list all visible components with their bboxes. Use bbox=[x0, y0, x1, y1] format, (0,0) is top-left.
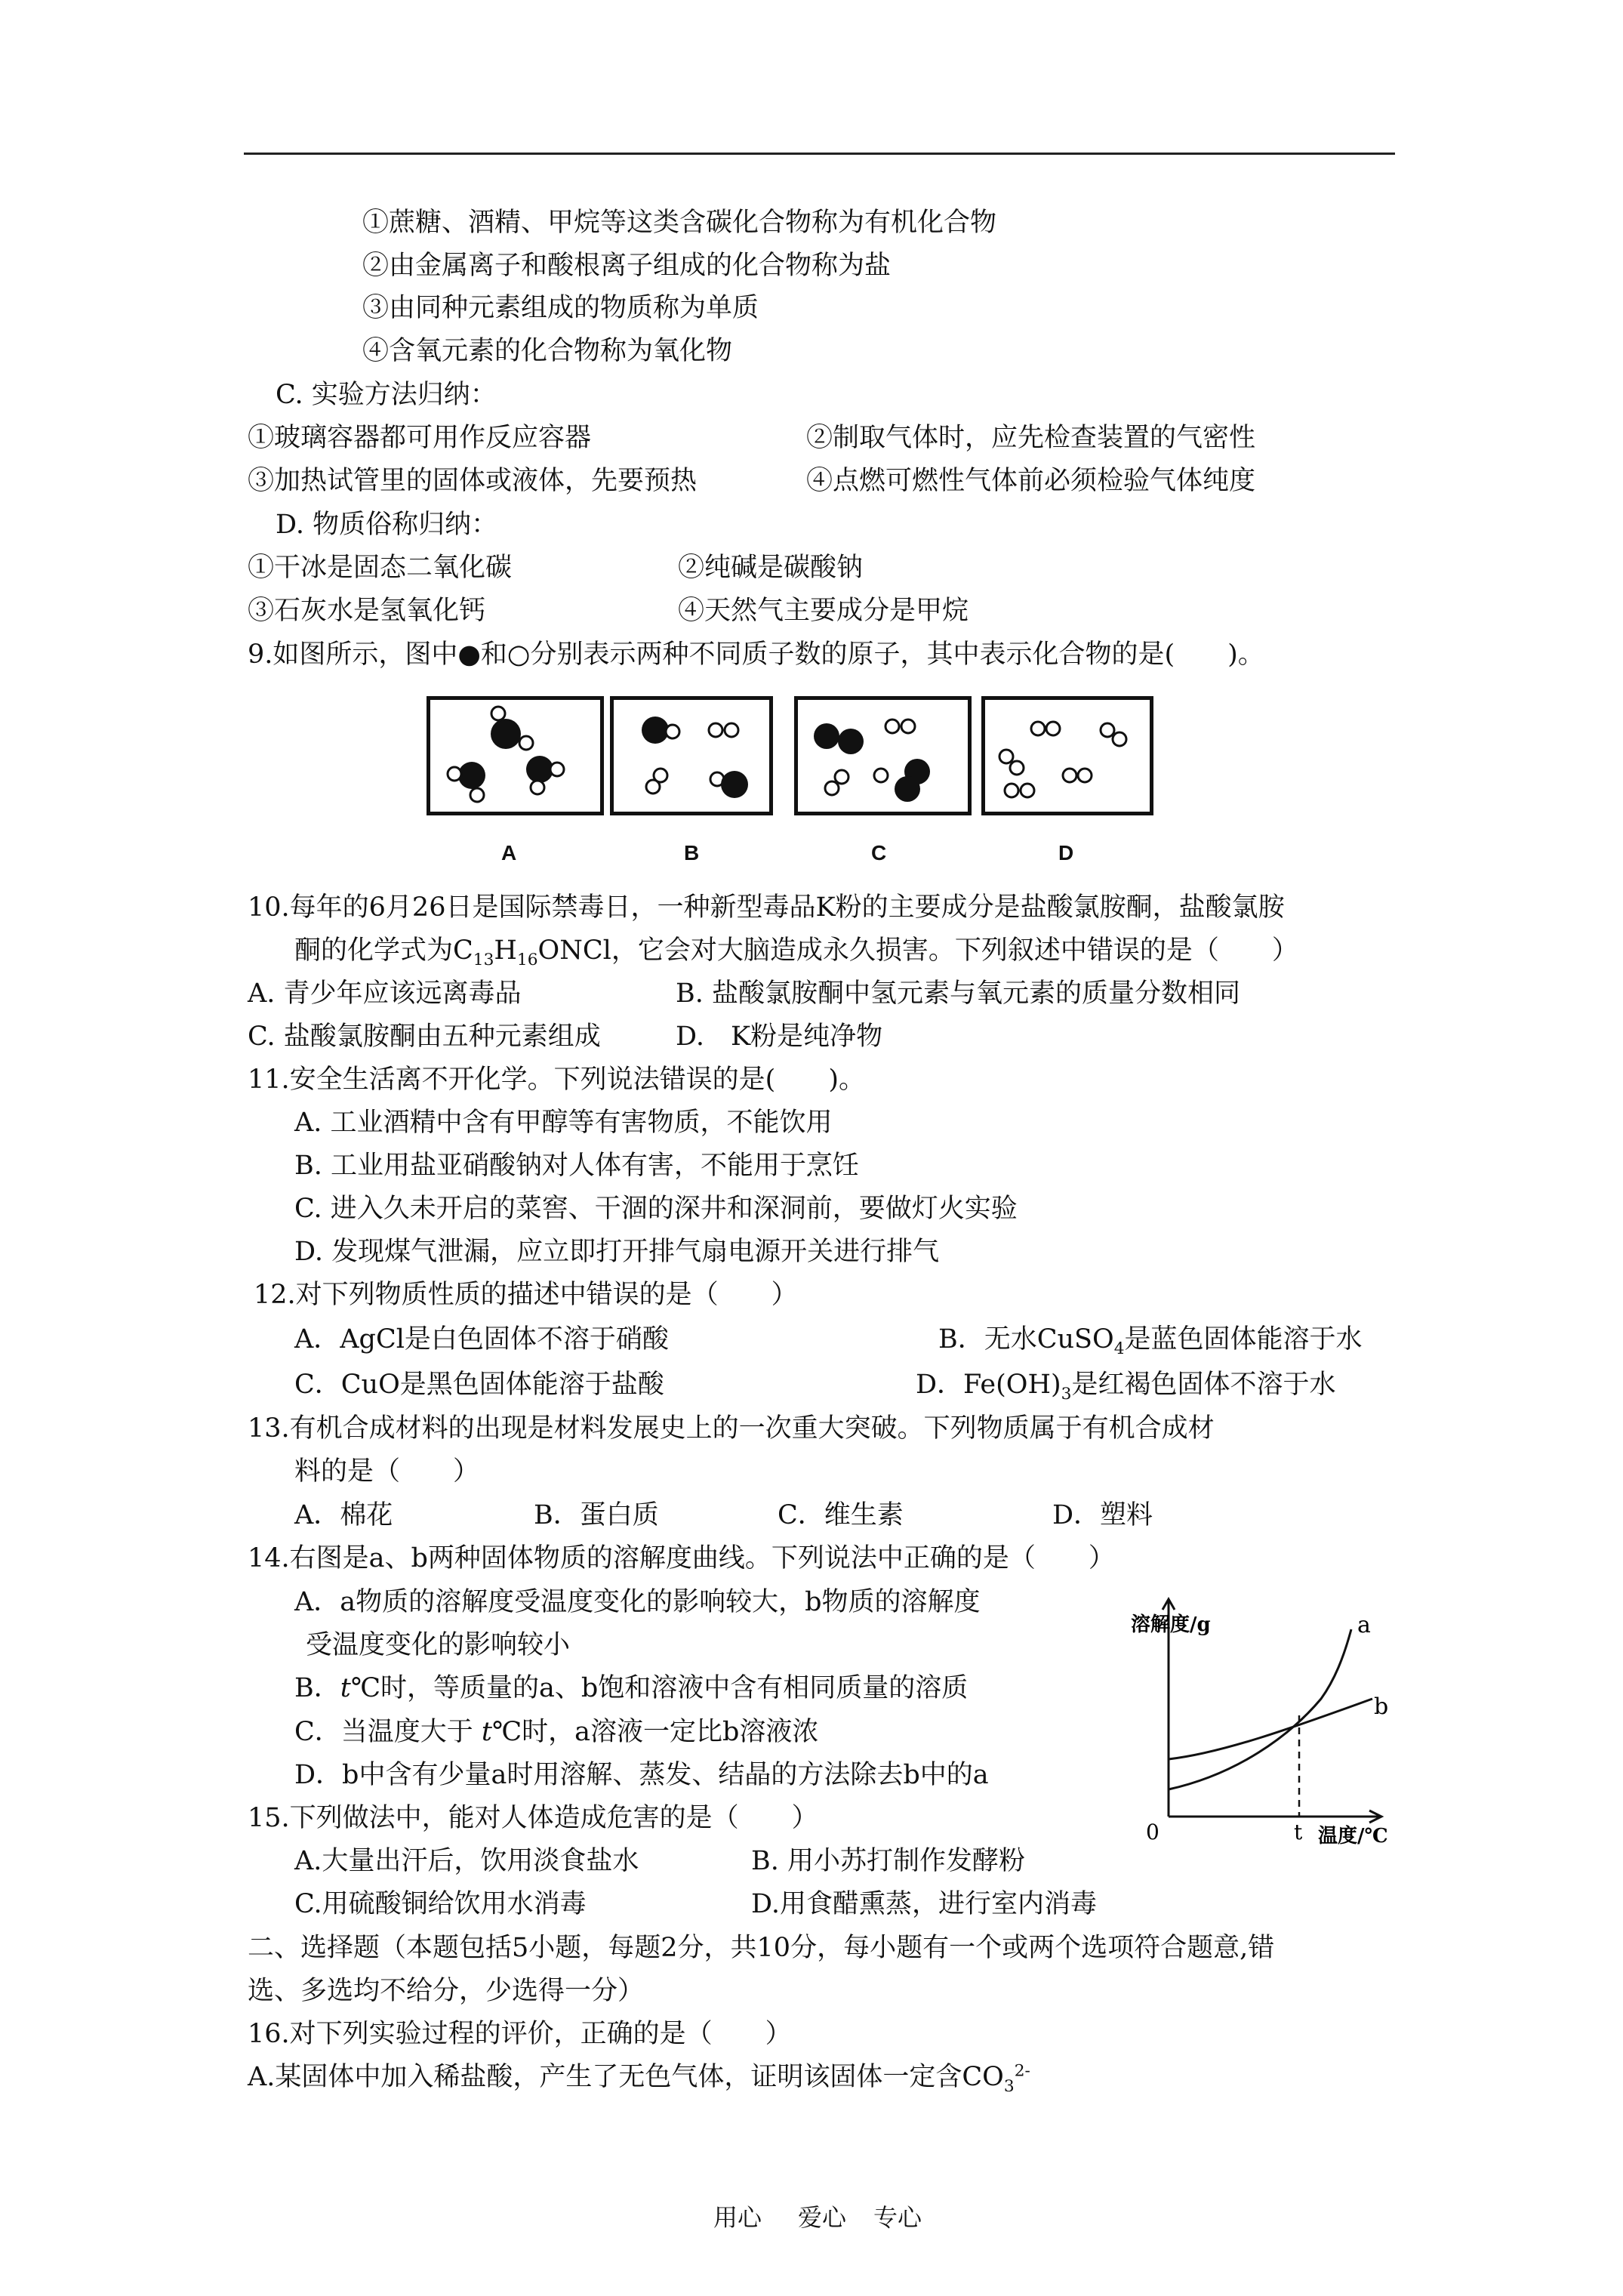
question-9: 9.如图所示，图中●和○分别表示两种不同质子数的原子，其中表示化合物的是( )。 bbox=[248, 639, 1264, 670]
x-axis-label: 温度/℃ bbox=[1318, 1825, 1388, 1848]
text-line: ②纯碱是碳酸钠 bbox=[678, 553, 864, 583]
section-heading: D. 物质俗称归纳： bbox=[276, 510, 498, 540]
option: A．棉花 bbox=[294, 1500, 393, 1530]
superscript: 2- bbox=[1014, 2061, 1030, 2081]
y-axis-label: 溶解度/g bbox=[1131, 1613, 1211, 1636]
option: A. 工业酒精中含有甲醇等有害物质，不能饮用 bbox=[294, 1108, 833, 1138]
variable-t: t bbox=[481, 1717, 492, 1747]
molecule-diagram-d bbox=[985, 700, 1150, 812]
option: D．塑料 bbox=[1052, 1500, 1153, 1530]
text-line: ②制取气体时，应先检查装置的气密性 bbox=[806, 423, 1256, 453]
molecule-diagram-a bbox=[430, 700, 600, 812]
series-label-a: a bbox=[1357, 1612, 1371, 1638]
variable-t: t bbox=[340, 1673, 351, 1703]
option: C．维生素 bbox=[778, 1500, 904, 1530]
text-segment: 酮的化学式为C bbox=[294, 935, 473, 966]
text-line: ①玻璃容器都可用作反应容器 bbox=[248, 423, 592, 453]
origin-label: 0 bbox=[1146, 1820, 1160, 1845]
question-14: 14.右图是a、b两种固体物质的溶解度曲线。下列说法中正确的是（ ） bbox=[248, 1543, 1115, 1573]
text-line: 料的是（ ） bbox=[294, 1456, 480, 1487]
footer-word: 用心 bbox=[713, 2203, 762, 2232]
option: D. K粉是纯净物 bbox=[676, 1022, 883, 1052]
text-line: ③加热试管里的固体或液体，先要预热 bbox=[248, 466, 698, 496]
series-label-b: b bbox=[1374, 1693, 1389, 1720]
figure-box-a bbox=[427, 696, 604, 815]
option: D. 发现煤气泄漏，应立即打开排气扇电源开关进行排气 bbox=[294, 1237, 940, 1267]
figure-label-a: A bbox=[501, 841, 517, 864]
text-segment: B．无水CuSO bbox=[938, 1324, 1114, 1354]
text-line: ④天然气主要成分是甲烷 bbox=[678, 596, 969, 626]
molecule-diagram-c bbox=[798, 700, 968, 812]
option bbox=[294, 1675, 968, 1702]
text-line: ④含氧元素的化合物称为氧化物 bbox=[362, 336, 733, 366]
subscript: 16 bbox=[516, 951, 538, 969]
figure-box-b bbox=[610, 696, 773, 815]
option: B. 盐酸氯胺酮中氢元素与氧元素的质量分数相同 bbox=[676, 978, 1240, 1009]
option: A. 青少年应该远离毒品 bbox=[248, 978, 522, 1009]
option: A.大量出汗后，饮用淡食盐水 bbox=[294, 1846, 639, 1876]
option: C.用硫酸铜给饮用水消毒 bbox=[294, 1889, 587, 1919]
option: B．蛋白质 bbox=[534, 1500, 659, 1530]
option: D.用食醋熏蒸，进行室内消毒 bbox=[751, 1889, 1097, 1919]
text-segment: ℃时，等质量的a、b饱和溶液中含有相同质量的溶质 bbox=[350, 1673, 969, 1703]
text-line: ④点燃可燃性气体前必须检验气体纯度 bbox=[806, 466, 1256, 496]
molecule-diagram-b bbox=[614, 700, 769, 812]
question-10: 10.每年的6月26日是国际禁毒日，一种新型毒品K粉的主要成分是盐酸氯胺酮，盐酸氯胺 bbox=[248, 892, 1285, 923]
text-line: ③由同种元素组成的物质称为单质 bbox=[362, 293, 759, 323]
section-heading: C. 实验方法归纳： bbox=[276, 380, 497, 410]
option bbox=[248, 2061, 1030, 2096]
option: B. 工业用盐亚硝酸钠对人体有害，不能用于烹饪 bbox=[294, 1151, 859, 1181]
text-segment: A.某固体中加入稀盐酸，产生了无色气体，证明该固体一定含CO bbox=[248, 2062, 1004, 2092]
option: B. 用小苏打制作发酵粉 bbox=[751, 1846, 1025, 1876]
text-line: 受温度变化的影响较小 bbox=[306, 1630, 571, 1660]
question-15: 15.下列做法中，能对人体造成危害的是（ ） bbox=[248, 1803, 818, 1833]
subscript: 13 bbox=[473, 951, 494, 969]
option: C. 盐酸氯胺酮由五种元素组成 bbox=[248, 1022, 601, 1052]
subscript: 3 bbox=[1003, 2077, 1015, 2096]
option: A．a物质的溶解度受温度变化的影响较大，b物质的溶解度 bbox=[294, 1587, 981, 1617]
text-line: ①蔗糖、酒精、甲烷等这类含碳化合物称为有机化合物 bbox=[362, 208, 997, 238]
figure-box-c bbox=[794, 696, 972, 815]
text-segment: B． bbox=[294, 1673, 340, 1703]
text-line bbox=[294, 935, 1298, 969]
solubility-chart bbox=[1123, 1586, 1410, 1850]
question-12: 12.对下列物质性质的描述中错误的是（ ） bbox=[254, 1280, 798, 1310]
section-heading: 二、选择题（本题包括5小题，每题2分，共10分，每小题有一个或两个选项符合题意,错 bbox=[248, 1933, 1275, 1963]
text-segment: H bbox=[494, 935, 517, 966]
option bbox=[294, 1719, 818, 1746]
option: C．CuO是黑色固体能溶于盐酸 bbox=[294, 1370, 664, 1400]
text-line: ③石灰水是氢氧化钙 bbox=[248, 596, 486, 626]
question-13: 13.有机合成材料的出现是材料发展史上的一次重大突破。下列物质属于有机合成材 bbox=[248, 1413, 1215, 1444]
header-rule bbox=[244, 153, 1395, 155]
figure-label-d: D bbox=[1058, 841, 1074, 864]
option bbox=[916, 1370, 1336, 1404]
x-tick-t: t bbox=[1294, 1820, 1303, 1845]
text-segment: C．当温度大于 bbox=[294, 1717, 473, 1747]
option: A．AgCl是白色固体不溶于硝酸 bbox=[294, 1324, 669, 1354]
text-segment: 是红褐色固体不溶于水 bbox=[1071, 1370, 1336, 1400]
text-line: ②由金属离子和酸根离子组成的化合物称为盐 bbox=[362, 251, 892, 281]
footer-word: 专心 bbox=[873, 2203, 922, 2232]
figure-label-c: C bbox=[871, 841, 887, 864]
text-segment: ONCl，它会对大脑造成永久损害。下列叙述中错误的是（ ） bbox=[537, 935, 1298, 966]
footer-word: 爱心 bbox=[798, 2203, 847, 2232]
figure-box-d bbox=[981, 696, 1153, 815]
text-segment: ℃时，a溶液一定比b溶液浓 bbox=[492, 1717, 819, 1747]
text-segment: D．Fe(OH) bbox=[916, 1370, 1061, 1400]
figure-label-b: B bbox=[684, 841, 700, 864]
option: C. 进入久未开启的菜窖、干涸的深井和深洞前，要做灯火实验 bbox=[294, 1194, 1018, 1224]
subscript: 4 bbox=[1113, 1339, 1125, 1358]
curve-b bbox=[1169, 1699, 1372, 1759]
question-11: 11.安全生活离不开化学。下列说法错误的是( )。 bbox=[248, 1065, 865, 1095]
text-line: 选、多选均不给分，少选得一分） bbox=[248, 1976, 645, 2006]
text-segment: 是蓝色固体能溶于水 bbox=[1124, 1324, 1363, 1354]
option bbox=[938, 1324, 1363, 1358]
question-16: 16.对下列实验过程的评价，正确的是（ ） bbox=[248, 2019, 792, 2049]
subscript: 3 bbox=[1061, 1385, 1072, 1404]
text-line: ①干冰是固态二氧化碳 bbox=[248, 553, 513, 583]
curve-a bbox=[1169, 1629, 1351, 1789]
option: D．b中含有少量a时用溶解、蒸发、结晶的方法除去b中的a bbox=[294, 1760, 989, 1790]
